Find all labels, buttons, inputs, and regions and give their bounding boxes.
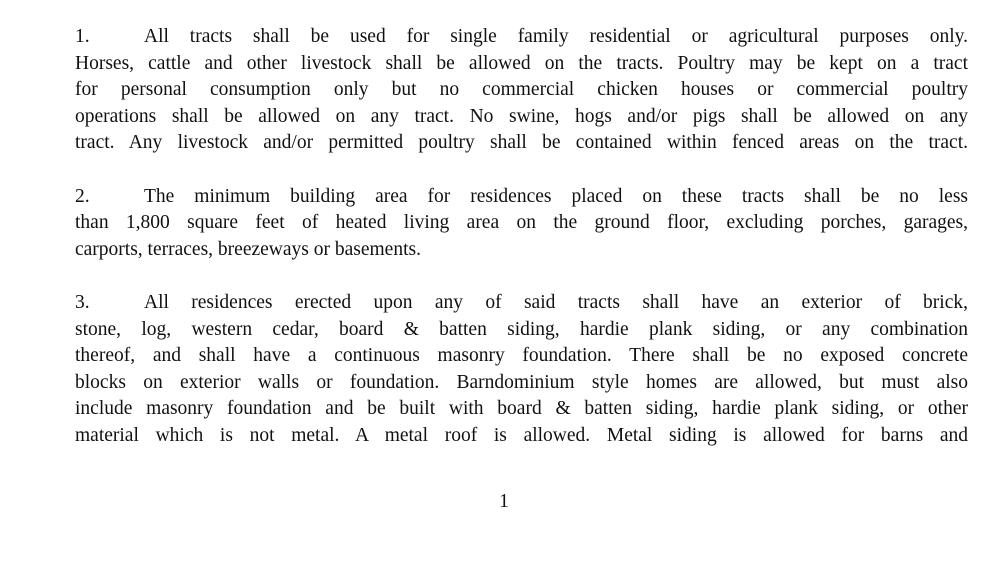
paragraph-line [75, 290, 968, 317]
paragraph-line [75, 24, 968, 51]
paragraph-number: 3. [75, 292, 90, 313]
page-number: 1 [499, 491, 509, 512]
paragraph-line: blocks on exterior walls or foundation. Barndominium style homes are allowed, but must also [75, 371, 968, 393]
paragraph-line: include masonry foundation and be built with board & batten siding, hardie plank siding, or other [75, 398, 968, 419]
paragraph-line: Horses, cattle and other livestock shall be allowed on the tracts. Poultry may be kept on a tract [75, 52, 968, 74]
document-body [75, 24, 968, 476]
paragraph-1 [75, 24, 968, 157]
paragraph-line: tract. Any livestock and/or permitted poultry shall be contained within fenced areas on the tract. [75, 132, 968, 153]
paragraph-line: material which is not metal. A metal roof is allowed. Metal siding is allowed for barns and [75, 424, 968, 446]
paragraph-line: stone, log, western cedar, board & batten siding, hardie plank siding, or any combination [75, 318, 968, 340]
paragraph-line: thereof, and shall have a continuous masonry foundation. There shall be no exposed concrete [75, 345, 968, 366]
paragraph-text: The minimum building area for residences placed on these tracts shall be no less [144, 185, 968, 207]
paragraph-line: carports, terraces, breezeways or basements. [75, 238, 421, 260]
paragraph-number: 2. [75, 185, 90, 207]
paragraph-2 [75, 184, 968, 264]
paragraph-line: operations shall be allowed on any tract. No swine, hogs and/or pigs shall be allowed on any [75, 105, 968, 127]
paragraph-line [75, 184, 968, 211]
paragraph-3 [75, 290, 968, 449]
paragraph-line: for personal consumption only but no commercial chicken houses or commercial poultry [75, 79, 968, 100]
paragraph-number: 1. [75, 26, 90, 47]
paragraph-text: All residences erected upon any of said tracts shall have an exterior of brick, [144, 292, 968, 313]
paragraph-line: than 1,800 square feet of heated living area on the ground floor, excluding porches, garages, [75, 212, 968, 233]
paragraph-text: All tracts shall be used for single family residential or agricultural purposes only. [144, 26, 968, 47]
